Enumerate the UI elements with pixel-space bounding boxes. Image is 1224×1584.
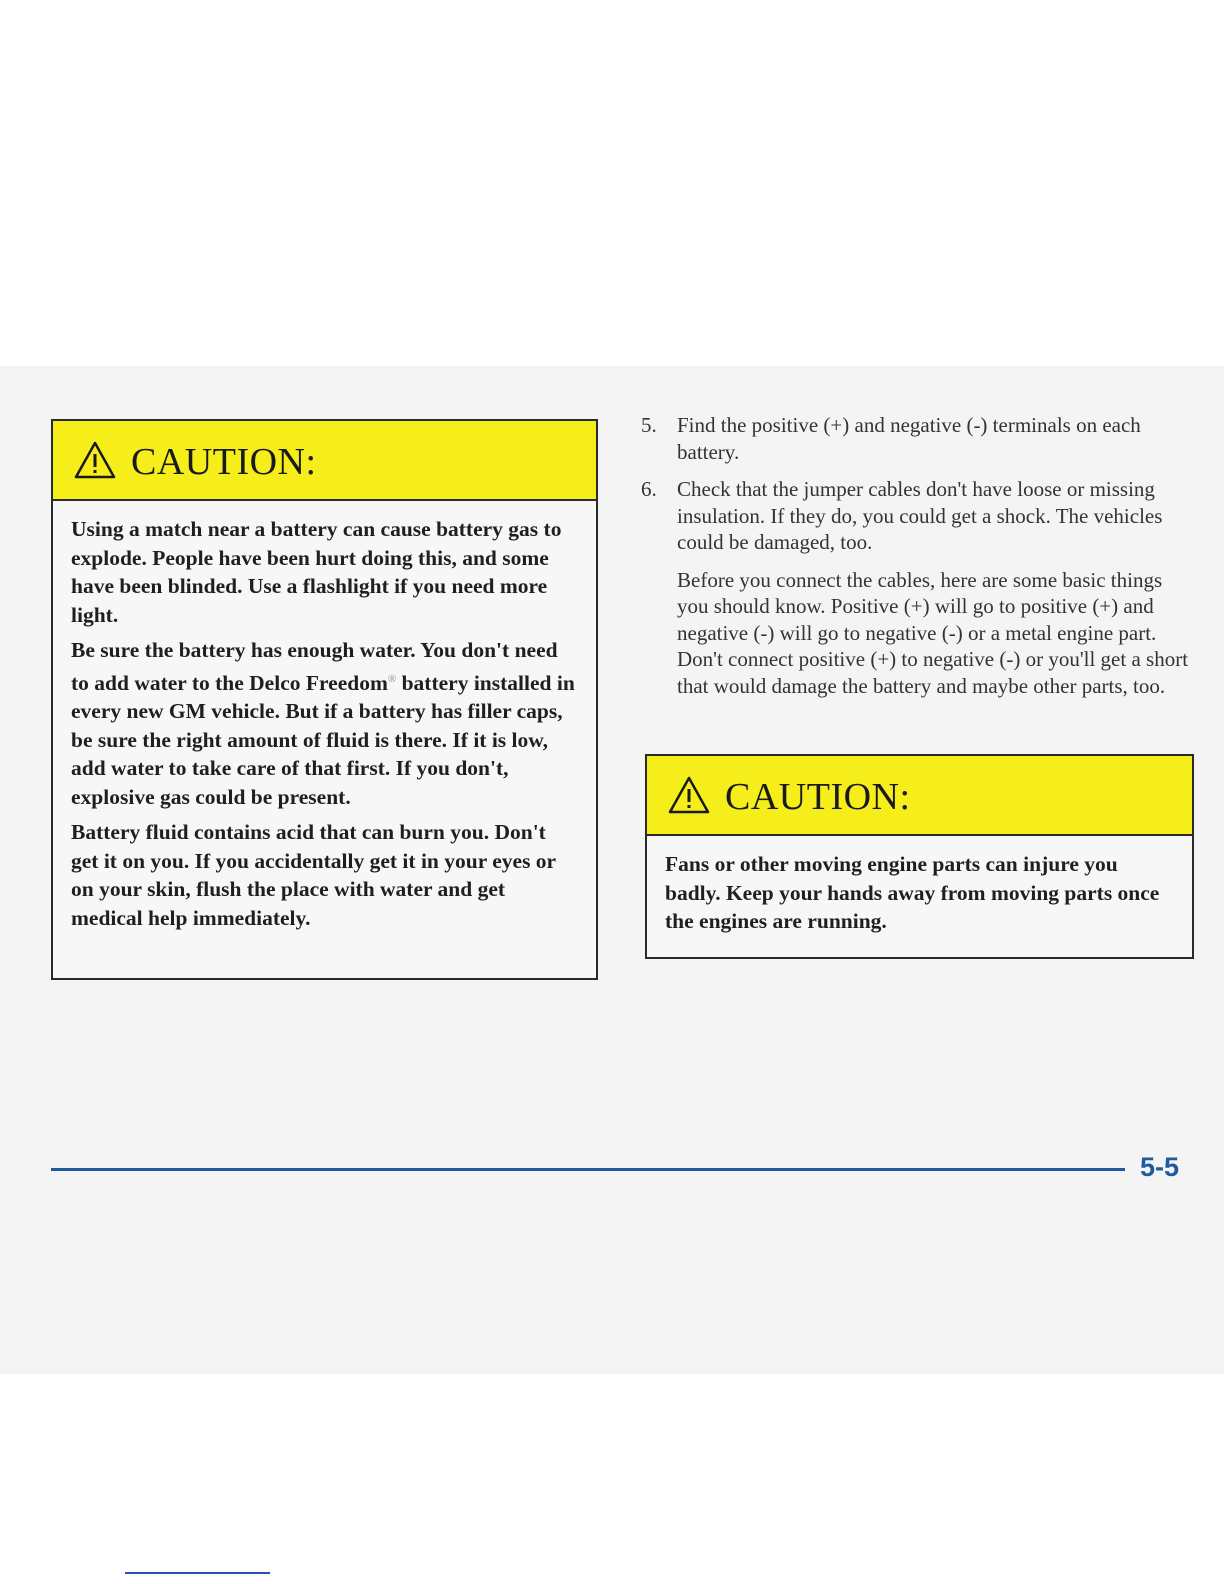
step-item <box>641 412 1191 465</box>
step-item <box>641 476 1191 556</box>
footer-rule <box>51 1168 1125 1171</box>
warning-triangle-icon <box>73 440 117 480</box>
step-text: Find the positive (+) and negative (-) terminals on each battery. <box>677 413 1141 464</box>
step-number: 6. <box>641 477 657 501</box>
instruction-column <box>641 412 1191 699</box>
caution-header <box>53 421 596 501</box>
caution-body <box>53 501 596 932</box>
link-underline[interactable] <box>125 1572 270 1574</box>
page-number: 5-5 <box>1140 1152 1180 1182</box>
warning-triangle-icon <box>667 775 711 815</box>
caution-box-fans <box>645 754 1194 959</box>
cable-note: Before you connect the cables, here are some basic things you should know. Positive (+) will go to positive (+) and negative (-) will go to negative (-) or a metal engine part. Don't connect positive (+) to negative (-) or you'll get a short that would damage the battery and maybe other parts, too. <box>677 567 1189 698</box>
caution-title: CAUTION: <box>725 776 911 818</box>
caution-body <box>647 836 1192 936</box>
step-text: Check that the jumper cables don't have loose or missing insulation. If they do, you could get a shock. The vehicles could be damaged, too. <box>677 477 1163 554</box>
caution-paragraph: Be sure the battery has enough water. You don't need to add water to the Delco Freedom® battery installed in every new GM vehicle. But if a battery has filler caps, be sure the right amount of fluid is there. If it is low, add water to take care of that first. If you don't, explosive gas could be present. <box>71 638 575 809</box>
registered-mark: ® <box>387 672 397 685</box>
caution-title: CAUTION: <box>131 441 317 483</box>
caution-paragraph: Battery fluid contains acid that can burn you. Don't get it on you. If you accidentally get it in your eyes or on your skin, flush the place with water and get medical help immediately. <box>71 820 556 930</box>
caution-header <box>647 756 1192 836</box>
caution-box-battery <box>51 419 598 980</box>
caution-paragraph: Fans or other moving engine parts can injure you badly. Keep your hands away from moving parts once the engines are running. <box>665 852 1160 933</box>
step-number: 5. <box>641 413 657 437</box>
caution-paragraph: Using a match near a battery can cause battery gas to explode. People have been hurt doing this, and some have been blinded. Use a flashlight if you need more light. <box>71 517 562 627</box>
